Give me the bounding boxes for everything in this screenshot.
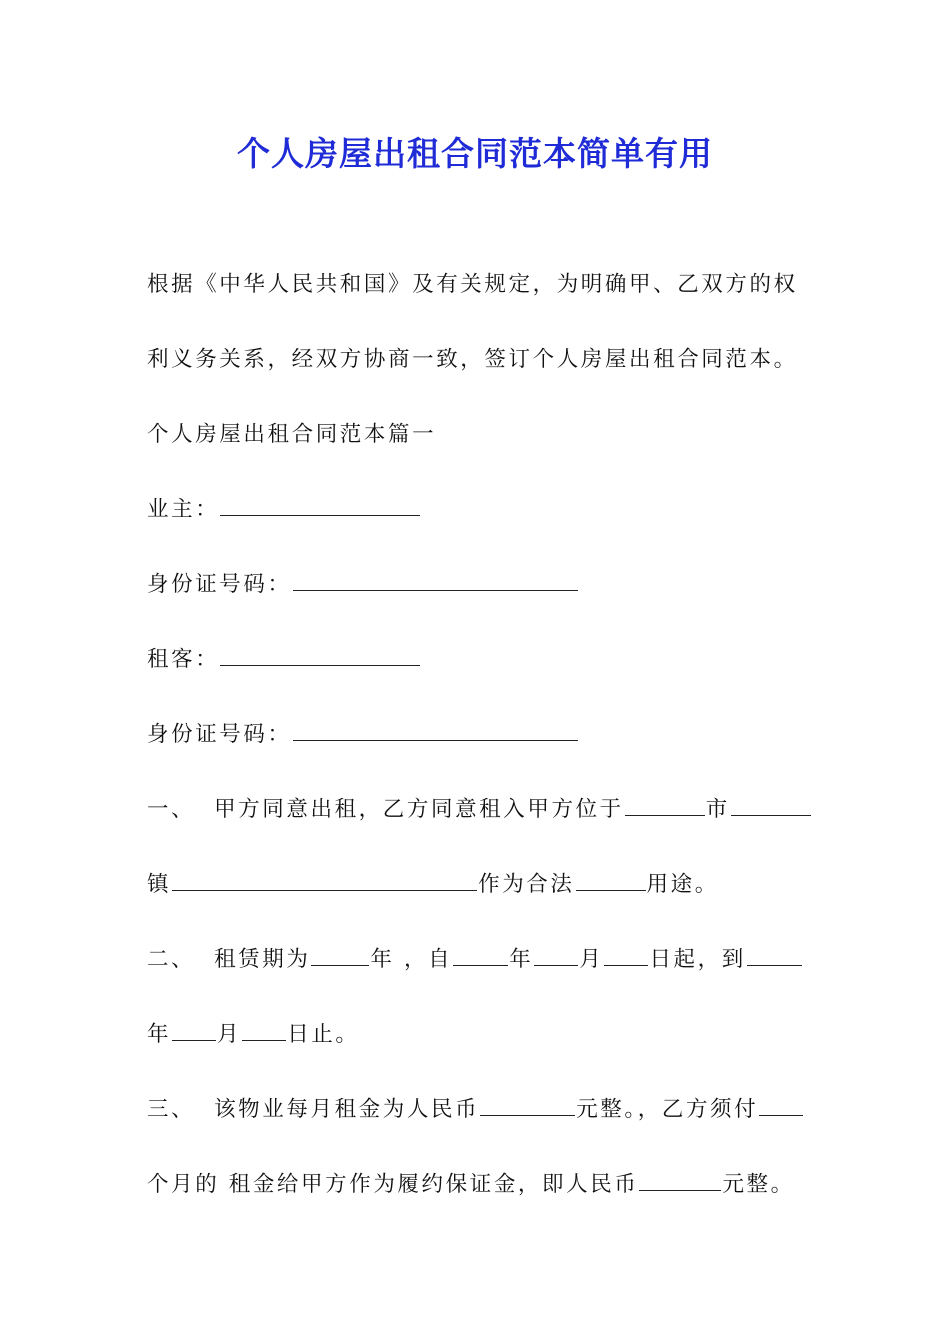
clause-3-number: 三、 xyxy=(147,1097,196,1122)
district-blank xyxy=(731,795,811,816)
end-month-blank xyxy=(172,1020,216,1041)
clause-3-line-2 xyxy=(147,1170,807,1200)
city-blank xyxy=(625,795,705,816)
monthly-rent-blank xyxy=(480,1095,575,1116)
clause-2-year-2: 年 xyxy=(509,947,534,972)
tenant-field xyxy=(147,645,807,675)
start-month-blank xyxy=(534,945,578,966)
clause-1-text-b: 作为合法 xyxy=(478,872,575,897)
tenant-id-blank xyxy=(293,720,578,741)
clause-1-line-2 xyxy=(147,870,807,900)
owner-id-field xyxy=(147,570,807,600)
purpose-blank xyxy=(576,870,646,891)
clause-3-text-a: 该物业每月租金为人民币 xyxy=(214,1097,480,1122)
start-year-blank xyxy=(453,945,508,966)
clause-3-yuan: 元整。，乙方须付 xyxy=(576,1097,759,1122)
document-title: 个人房屋出租合同范本简单有用 xyxy=(237,134,713,173)
clause-2-day-to: 日止。 xyxy=(287,1022,360,1047)
owner-id-label: 身份证号码： xyxy=(147,572,292,597)
tenant-label: 租客： xyxy=(147,647,220,672)
address-blank xyxy=(172,870,477,891)
clause-2-number: 二、 xyxy=(147,947,196,972)
tenant-id-label: 身份证号码： xyxy=(147,722,292,747)
owner-label: 业主： xyxy=(147,497,220,522)
clause-1-purpose: 用途。 xyxy=(646,872,719,897)
clause-2-lease: 租赁期为 xyxy=(214,947,311,972)
clause-3-yuan-2: 元整。 xyxy=(722,1172,795,1197)
clause-1-town: 镇 xyxy=(147,872,172,897)
clause-2-month-2: 月 xyxy=(217,1022,242,1047)
clause-1-city: 市 xyxy=(705,797,730,822)
intro-line-2: 利义务关系，经双方协商一致，签订个人房屋出租合同范本。 xyxy=(147,347,798,372)
end-day-blank xyxy=(242,1020,286,1041)
clause-1-text-a: 甲方同意出租，乙方同意租入甲方位于 xyxy=(214,797,624,822)
clause-2-day-from: 日起，到 xyxy=(649,947,746,972)
owner-field xyxy=(147,495,807,525)
tenant-id-field xyxy=(147,720,807,750)
end-year-blank xyxy=(747,945,802,966)
intro-line-1: 根据《中华人民共和国》及有关规定，为明确甲、乙双方的权 xyxy=(147,272,798,297)
clause-2-line-2 xyxy=(147,1020,807,1050)
tenant-blank xyxy=(220,645,420,666)
clause-2-year-3: 年 xyxy=(147,1022,172,1047)
clause-1-line-1 xyxy=(147,795,807,825)
clause-2-month: 月 xyxy=(579,947,604,972)
clause-3-line-1 xyxy=(147,1095,807,1125)
clause-3-text-b: 个月的 租金给甲方作为履约保证金，即人民币 xyxy=(147,1172,639,1197)
section-heading: 个人房屋出租合同范本篇一 xyxy=(147,422,437,447)
lease-years-blank xyxy=(311,945,369,966)
clause-2-year: 年 xyxy=(370,947,395,972)
owner-id-blank xyxy=(293,570,578,591)
clause-2-from: ，自 xyxy=(404,947,453,972)
clause-1-number: 一、 xyxy=(147,797,196,822)
owner-blank xyxy=(220,495,420,516)
clause-2-line-1 xyxy=(147,945,807,975)
deposit-months-blank xyxy=(759,1095,803,1116)
start-day-blank xyxy=(604,945,648,966)
deposit-amount-blank xyxy=(639,1170,721,1191)
